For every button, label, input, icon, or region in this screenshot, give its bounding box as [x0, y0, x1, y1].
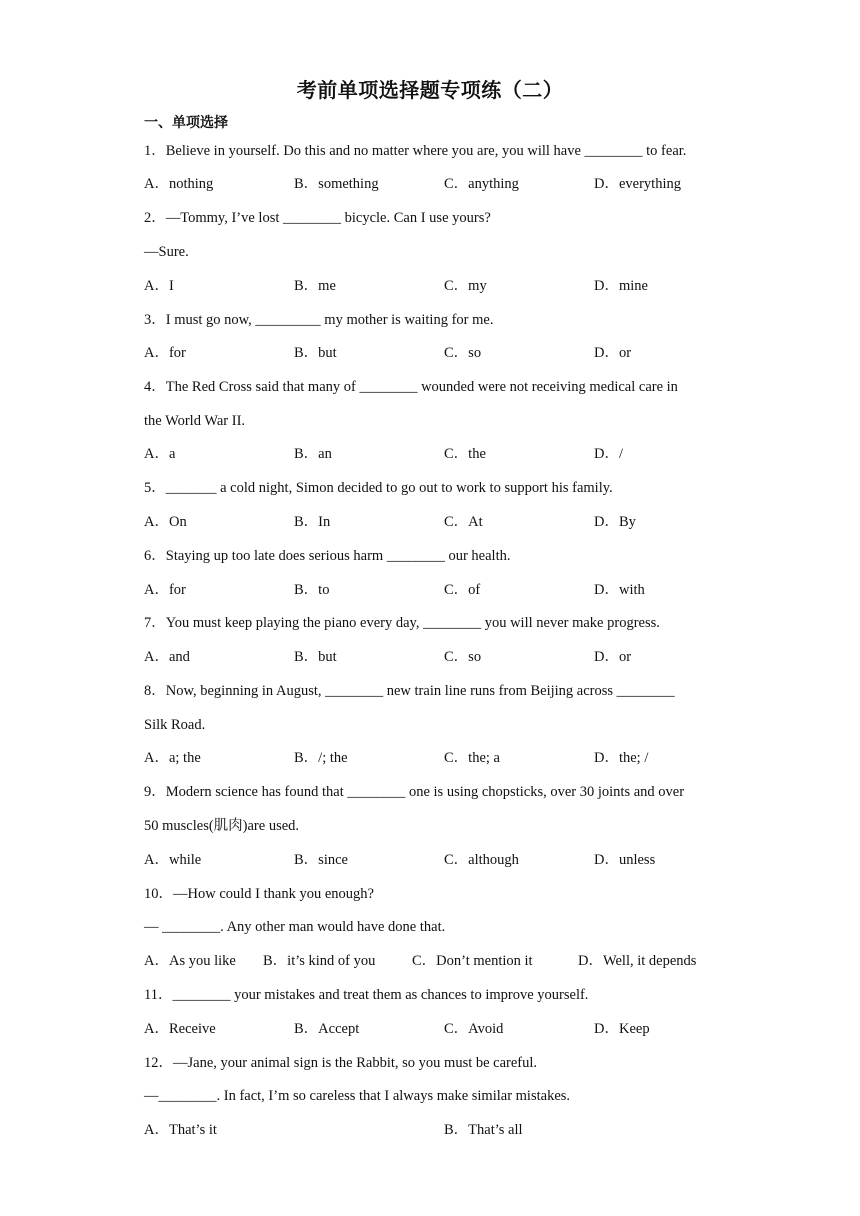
- question-1-option-b: B．something: [294, 176, 379, 192]
- question-12-option-b: B．That’s all: [444, 1122, 523, 1138]
- question-10-option-c: C．Don’t mention it: [412, 953, 533, 969]
- question-5-option-d: D．By: [594, 514, 636, 530]
- question-2-option-a: A．I: [144, 278, 174, 294]
- question-9-option-a: A．while: [144, 852, 202, 868]
- question-4-option-b: B．an: [294, 446, 332, 462]
- question-9-text-cont: 50 muscles(肌肉)are used.: [144, 818, 300, 834]
- question-8-text-cont: Silk Road.: [144, 717, 206, 733]
- question-2-text: 2．—Tommy, I’ve lost ________ bicycle. Can I use yours?: [144, 210, 491, 226]
- question-7-option-b: B．but: [294, 649, 337, 665]
- question-5-option-c: C．At: [444, 514, 483, 530]
- question-9-option-b: B．since: [294, 852, 348, 868]
- question-3-option-c: C．so: [444, 345, 482, 361]
- question-6-option-a: A．for: [144, 582, 186, 598]
- question-4-option-c: C．the: [444, 446, 486, 462]
- question-6-option-c: C．of: [444, 582, 481, 598]
- question-11-option-c: C．Avoid: [444, 1021, 504, 1037]
- question-11-option-b: B．Accept: [294, 1021, 360, 1037]
- question-11-text: 11．________ your mistakes and treat them as chances to improve yourself.: [144, 987, 589, 1003]
- question-5-text: 5．_______ a cold night, Simon decided to go out to work to support his family.: [144, 480, 613, 496]
- question-8-option-c: C．the; a: [444, 750, 500, 766]
- question-6-text: 6．Staying up too late does serious harm ________ our health.: [144, 548, 511, 564]
- question-9-option-c: C．although: [444, 852, 519, 868]
- question-10-option-a: A．As you like: [144, 953, 236, 969]
- question-3-option-d: D．or: [594, 345, 632, 361]
- question-8-text: 8．Now, beginning in August, ________ new train line runs from Beijing across ________: [144, 683, 675, 699]
- question-10-text: 10．—How could I thank you enough?: [144, 886, 374, 902]
- question-1-option-c: C．anything: [444, 176, 519, 192]
- question-3-option-a: A．for: [144, 345, 186, 361]
- question-5-option-a: A．On: [144, 514, 187, 530]
- question-7-option-c: C．so: [444, 649, 482, 665]
- question-7-text: 7．You must keep playing the piano every day, ________ you will never make progress.: [144, 615, 660, 631]
- page-title: 考前单项选择题专项练（二）: [296, 78, 564, 102]
- question-10-option-d: D．Well, it depends: [578, 953, 697, 969]
- question-3-text: 3．I must go now, _________ my mother is waiting for me.: [144, 312, 494, 328]
- question-8-option-a: A．a; the: [144, 750, 201, 766]
- question-1-option-a: A．nothing: [144, 176, 214, 192]
- question-12-text: 12．—Jane, your animal sign is the Rabbit, so you must be careful.: [144, 1055, 538, 1071]
- question-2-option-b: B．me: [294, 278, 336, 294]
- question-1-option-d: D．everything: [594, 176, 681, 192]
- question-7-option-a: A．and: [144, 649, 190, 665]
- question-8-option-b: B．/; the: [294, 750, 348, 766]
- question-8-option-d: D．the; /: [594, 750, 649, 766]
- question-12-text-cont: —________. In fact, I’m so careless that I always make similar mistakes.: [144, 1088, 571, 1104]
- question-11-option-a: A．Receive: [144, 1021, 216, 1037]
- question-9-text: 9．Modern science has found that ________ one is using chopsticks, over 30 joints and over: [144, 784, 685, 800]
- question-11-option-d: D．Keep: [594, 1021, 650, 1037]
- question-10-option-b: B．it’s kind of you: [263, 953, 376, 969]
- section-heading: 一、单项选择: [144, 115, 228, 131]
- question-4-text: 4．The Red Cross said that many of ________ wounded were not receiving medical care in: [144, 379, 678, 395]
- question-2-option-d: D．mine: [594, 278, 648, 294]
- question-10-text-cont: — ________. Any other man would have done that.: [144, 919, 446, 935]
- question-12-option-a: A．That’s it: [144, 1122, 217, 1138]
- question-1-text: 1．Believe in yourself. Do this and no matter where you are, you will have ________ to fear.: [144, 143, 687, 159]
- question-3-option-b: B．but: [294, 345, 337, 361]
- question-2-text-cont: —Sure.: [144, 244, 189, 260]
- question-2-option-c: C．my: [444, 278, 487, 294]
- question-4-option-a: A．a: [144, 446, 176, 462]
- question-7-option-d: D．or: [594, 649, 632, 665]
- question-6-option-d: D．with: [594, 582, 645, 598]
- question-5-option-b: B．In: [294, 514, 331, 530]
- question-9-option-d: D．unless: [594, 852, 656, 868]
- question-4-text-cont: the World War II.: [144, 413, 246, 429]
- question-6-option-b: B．to: [294, 582, 330, 598]
- question-4-option-d: D．/: [594, 446, 623, 462]
